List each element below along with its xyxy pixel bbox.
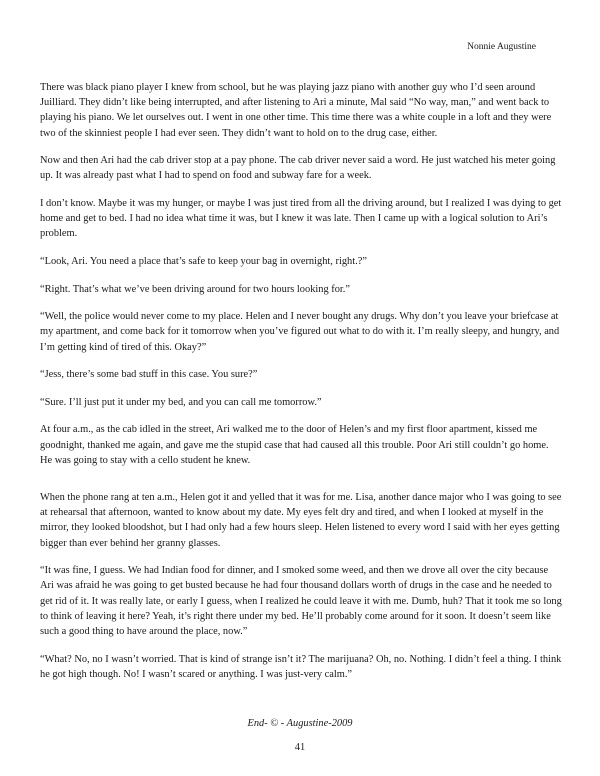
paragraph: “Look, Ari. You need a place that’s safe to keep your bag in overnight, right.?” bbox=[40, 256, 367, 267]
paragraph: “Well, the police would never come to my place. Helen and I never bought any drugs. Why don’t you leave your briefcase at my apartment, and come back for it tomorrow when you’ve figured out what to do with it. I’m really sleepy, and hungry, and I’m getting kind of tired of this. Okay?” bbox=[40, 311, 560, 353]
paragraph: “Sure. I’ll just put it under my bed, and you can call me tomorrow.” bbox=[40, 396, 322, 408]
page-number: 41 bbox=[294, 742, 306, 753]
paragraph: “Jess, there’s some bad stuff in this case. You sure?” bbox=[40, 369, 258, 381]
paragraph: “What? No, no I wasn’t worried. That is kind of strange isn’t it? The marijuana? Oh, no. Nothing. I didn’t feel a thing. I think he got high though. No! I wasn’t scared or anything. I was just-very calm.” bbox=[40, 653, 562, 680]
paragraph: Now and then Ari had the cab driver stop at a pay phone. The cab driver never said a word. He just watched his meter going up. It was already past what I had to spend on food and subway fare for a week. bbox=[40, 155, 556, 182]
paragraph: “It was fine, I guess. We had Indian food for dinner, and I smoked some weed, and then we drove all over the city because Ari was afraid he was going to get busted because he had four thousand dollars worth of drugs in the case and he needed to get rid of it. It was really late, or early I guess, when I realized he could leave it with me. Dumb, huh? That it took me so long to think of leaving it here? Yeah, it’s right there under my bed. He’ll probably come around for it soon. It doesn’t seem like such a good thing to have around the place, now.” bbox=[40, 565, 562, 637]
running-header-author: Nonnie Augustine bbox=[467, 42, 536, 52]
body-text bbox=[40, 80, 562, 694]
paragraph: “Right. That’s what we’ve been driving around for two hours looking for.” bbox=[40, 283, 351, 295]
paragraph: There was black piano player I knew from school, but he was playing jazz piano with another guy who I’d seen around Juilliard. They didn’t like being interrupted, and after listening to Ari a minute, Mal said “No way, man,” and went back to playing his piano. We let ourselves out. I went in one other time. This time there was a white couple in a loft and they were two of the skinniest people I had ever seen. They didn’t want to hold on to the drug case, either. bbox=[40, 82, 552, 139]
paragraph: I don’t know. Maybe it was my hunger, or maybe I was just tired from all the driving around, but I realized I was dying to get home and get to bed. I had no idea what time it was, but I knew it was late. Then I came up with a logical solution to Ari’s problem. bbox=[40, 198, 562, 240]
paragraph: When the phone rang at ten a.m., Helen got it and yelled that it was for me. Lisa, another dance major who I was going to see at rehearsal that afternoon, wanted to know about my date. My eyes felt dry and tired, and when I looked at myself in the mirror, they looked bloodshot, but I had only had a few hours sleep. Helen listened to every word I said with her eyes getting bigger than ever behind her granny glasses. bbox=[40, 491, 562, 549]
end-note: End- © - Augustine-2009 bbox=[247, 718, 353, 729]
paragraph: At four a.m., as the cab idled in the street, Ari walked me to the door of Helen’s and my first floor apartment, kissed me goodnight, thanked me again, and gave me the stupid case that had caused all this trouble. Poor Ari still couldn’t go home. He was going to stay with a cello student he knew. bbox=[40, 424, 549, 466]
